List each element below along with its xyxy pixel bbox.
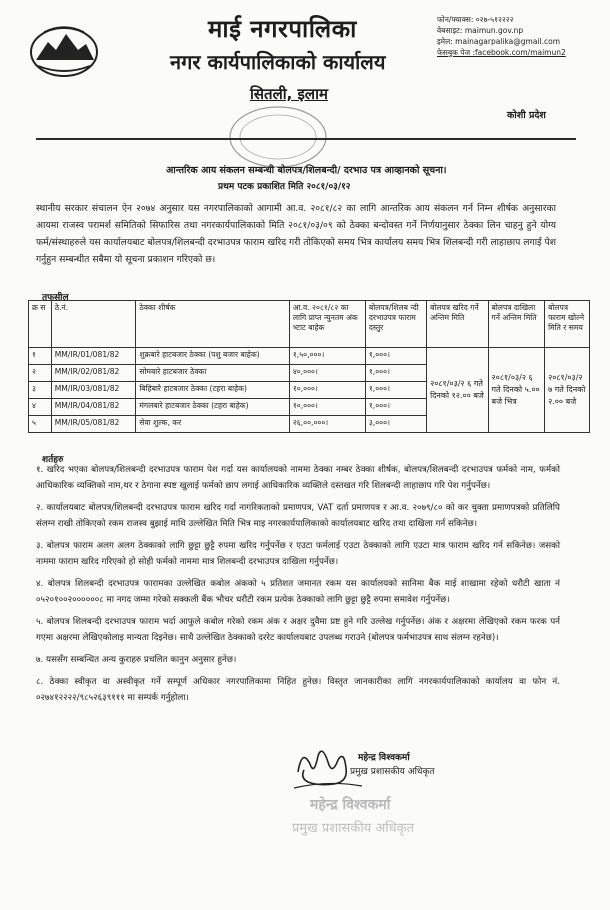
cell-amount: ४०,०००। xyxy=(289,365,365,382)
cell-amount: १०,०००। xyxy=(289,399,365,416)
terms-label: शर्तहरु xyxy=(42,455,64,465)
cell-contract-title: शुक्रबारे हाटबजार ठेक्का (पशु बजार बाहेक) xyxy=(136,348,290,365)
faded-stamp-title: प्रमुख प्रशासकीय अधिकृत xyxy=(292,821,415,836)
contact-phone: फोन/फ्याक्स: ०२७-५१२२२२ xyxy=(437,15,514,24)
cell-sn: ५ xyxy=(29,416,52,433)
faded-stamp-name: महेन्द्र विश्वकर्मा xyxy=(310,797,391,813)
cell-submit-deadline: २०८१/०३/२ ६ गते दिनको ५.०० बजे भित्र xyxy=(488,348,545,433)
header-divider xyxy=(36,138,576,140)
cell-sn: ३ xyxy=(29,382,52,399)
contract-table xyxy=(28,300,590,433)
term-item: ३. बोलपत्र फाराम अलग अलग ठेक्काको लागि छुट्टा छुट्टै रुपमा खरिद गर्नुपर्नेछ र एउटा फर्मलाई एउटा ठेक्काको लागि एउटा मात्र फाराम खरिद गर्न सकिनेछ। जसको नाममा फाराम खरिद गरिएको हो सोही फर्मको नाममा मात्र शिलबन्दी दरभाउपत्र दाखिला गर्नुपर्नेछ। xyxy=(36,541,560,567)
col-minimum-amount: आ.व. २०८१/८२ का लागि प्राप्त न्युनतम अंक भ्टाट बाहेक xyxy=(289,301,365,348)
cell-contract-no: MM/IR/03/081/82 xyxy=(51,382,136,399)
cell-contract-no: MM/IR/04/081/82 xyxy=(51,399,136,416)
cell-fee: १,०००। xyxy=(365,399,426,416)
table-header-row xyxy=(29,301,590,348)
cell-buy-deadline: २०८१/०३/२ ६ गते दिनको १२.०० बजे xyxy=(427,348,488,433)
contact-website: वेबसाइट: maimun.gov.np xyxy=(437,26,524,35)
cell-sn: ४ xyxy=(29,399,52,416)
col-contract-title: ठेक्का शीर्षक xyxy=(136,301,290,348)
cell-amount: १०,०००। xyxy=(289,382,365,399)
contact-email: इमेल: mainagarpalika@gmail.com xyxy=(437,37,561,46)
cell-amount: १,५०,०००। xyxy=(289,348,365,365)
cell-amount: २६,००,०००। xyxy=(289,416,365,433)
col-submit-deadline: बोलपत्र दाखिला गर्ने अन्तिम मिति xyxy=(488,301,545,348)
col-buy-deadline: बोलपत्र खरिद गर्ने अन्तिम मिति xyxy=(427,301,488,348)
cell-open-date: २०८१/०३/२ ७ गते दिनको २.०० बजे xyxy=(545,348,590,433)
table-label: तफसील xyxy=(42,293,69,303)
col-sn: क्र स xyxy=(29,301,52,348)
term-item: १. खरिद भएका बोलपत्र/शिलबन्दी दरभाउपत्र फाराम पेश गर्दा यस कार्यालयको नाममा ठेक्का नम्बर ठेक्का शीर्षक, बोलपत्र/शिलबन्दी दरभाउपत्र फर्मको नाम, फर्मको आधिकारिक व्यक्तिको नाम,थर र ठेगाना स्पष्ट खुलाई फर्मको छाप लगाई आधिकारिक व्यक्तिले दस्तखत गरि शिलबन्दी लाहाछाप गरि पेश गर्नुपर्नेछ। xyxy=(36,465,560,491)
cell-sn: २ xyxy=(29,365,52,382)
office-name: नगर कार्यपालिकाको कार्यालय xyxy=(170,50,386,74)
signatory-name: महेन्द्र विश्वकर्मा xyxy=(358,753,410,763)
nepal-emblem-icon xyxy=(28,20,100,78)
office-stamp-icon xyxy=(224,102,332,172)
contact-block xyxy=(437,14,566,58)
terms-list xyxy=(36,462,560,712)
table-row xyxy=(29,348,590,365)
publication-date: प्रथम पटक प्रकाशित मिति २०८१/०३/१२ xyxy=(218,182,351,192)
term-item: ५. बोलपत्र शिलबन्दी दरभाउपत्र फाराम भर्दा आफुले कबोल गरेको रकम अंक र अक्षर दुवैमा प्रष्ट हुने गरि उल्लेख गर्नुपर्नेछ। अंक र अक्षरमा लेखिएको रकम फरक पर्न गएमा अक्षरमा लेखिएकोलाइ मान्यता दिइनेछ। साथै उल्लेखित ठेक्काको दररेट कार्यालयबाट उपलब्ध गराउने (बोलपत्र फर्मभाउपत्र साथ संलग्न रहनेछ)। xyxy=(36,617,560,643)
signatory-title: प्रमुख प्रशासकीय अधिकृत xyxy=(350,767,435,777)
contact-facebook: फेसबुक पेज :facebook.com/maimun2 xyxy=(437,48,566,57)
cell-sn: १ xyxy=(29,348,52,365)
cell-contract-no: MM/IR/02/081/82 xyxy=(51,365,136,382)
notice-title: आन्तरिक आय संकलन सम्बन्धी बोलपत्र/शिलबन्दी/ दरभाउ पत्र आव्हानको सूचना। xyxy=(166,165,447,176)
cell-fee: १,०००। xyxy=(365,382,426,399)
province-label: कोशी प्रदेश xyxy=(507,110,546,121)
cell-contract-title: मंगलबारे हाटबजार ठेक्का (टहरा बाहेक) xyxy=(136,399,290,416)
term-item: ८. ठेक्का स्वीकृत वा अस्वीकृत गर्ने सम्पूर्ण अधिकार नगरपालिकामा निहित हुनेछ। विस्तृत जानकारीका लागि नगरकार्यपालिकाको कार्यालय वा फोन नं. ०२७४१२२२२/९८५२६३९१११ मा सम्पर्क गर्नुहोला। xyxy=(36,677,560,703)
municipality-name: माई नगरपालिका xyxy=(208,15,357,43)
office-location: सितली, इलाम xyxy=(250,85,328,103)
col-contract-no: ठे.नं. xyxy=(51,301,136,348)
cell-contract-title: बिहिबारे हाटबजार ठेक्का (टहरा बाहेक) xyxy=(136,382,290,399)
cell-contract-title: सेवा शुल्क, कर xyxy=(136,416,290,433)
cell-fee: १,०००। xyxy=(365,348,426,365)
term-item: २. कार्यालयबाट बोलपत्र/शिलबन्दी दरभाउपत्र फाराम खरिद गर्दा नागरिकताको प्रमाणपत्र, VAT दर्ता प्रमाणपत्र र आ.व. २०७९/८० को कर चुक्ता प्रमाणपत्रको प्रतिलिपि संलग्न राखी तोकिएको रकम राजस्व बुझाई माथि उल्लेखित मिति भित्र माइ नगरकार्यपालिकाको कार्यालयबाट खरिद तथा दाखिला गर्न सकिनेछ। xyxy=(36,503,560,529)
col-open-date: बोलपत्र फाराम खोल्ने मिति र समय xyxy=(545,301,590,348)
cell-contract-title: सोमबारे हाटबजार ठेक्का xyxy=(136,365,290,382)
notice-body: स्थानीय सरकार संचालन ऐन २०७४ अनुसार यस नगरपालिकाको आगामी आ.व. २०८१/८२ का लागि आन्तरिक आय संकलन गर्न निम्न शीर्षक अनुसारका आयमा राजस्व परामर्श समितिको सिफारिस तथा नगरकार्यपालिकाको मिति २०८१/०३/०९ को ठेक्का बन्दोवस्त गर्ने निर्णयानुसार ठेक्का लिन चाहनु हुने योग्य फर्म/संस्थाहरुले यस कार्यालयबाट बोलपत्र/शिलबन्दी दरभाउपत्र फाराम खरिद गरी तोकिएको समय भित्र कार्यालय समय भित्र शिलबन्दी गरी लाहाछाप लगाई पेश गर्नुहुन सम्बन्धीत सबैमा यो सूचना प्रकाशन गरिएको छ। xyxy=(36,203,556,265)
col-form-fee: बोलपत्र/शिलब न्दी दरभाउपत्र फाराम दस्तुर xyxy=(365,301,426,348)
term-item: ४. बोलपत्र शिलबन्दी दरभाउपत्र फारामका उल्लेखित कबोल अंकको ५ प्रतिशत जमानत रकम यस कार्यालयको सानिमा बैक माई शाखामा रहेको धरौटी खाता नं ०५२०१००२००००००८ मा नगद जम्मा गरेको सक्कली बैंक भौचर धरौटी रकम प्रत्येक ठेक्काको लागि छुट्टा छुट्टै रुपमा समावेश गर्नुपर्नेछ। xyxy=(36,579,560,605)
cell-contract-no: MM/IR/01/081/82 xyxy=(51,348,136,365)
cell-contract-no: MM/IR/05/081/82 xyxy=(51,416,136,433)
cell-fee: १,०००। xyxy=(365,365,426,382)
cell-fee: ३,०००। xyxy=(365,416,426,433)
term-item: ७. यससँग सम्बन्धित अन्य कुराहरु प्रचलित कानुन अनुसार हुनेछ। xyxy=(36,655,237,665)
